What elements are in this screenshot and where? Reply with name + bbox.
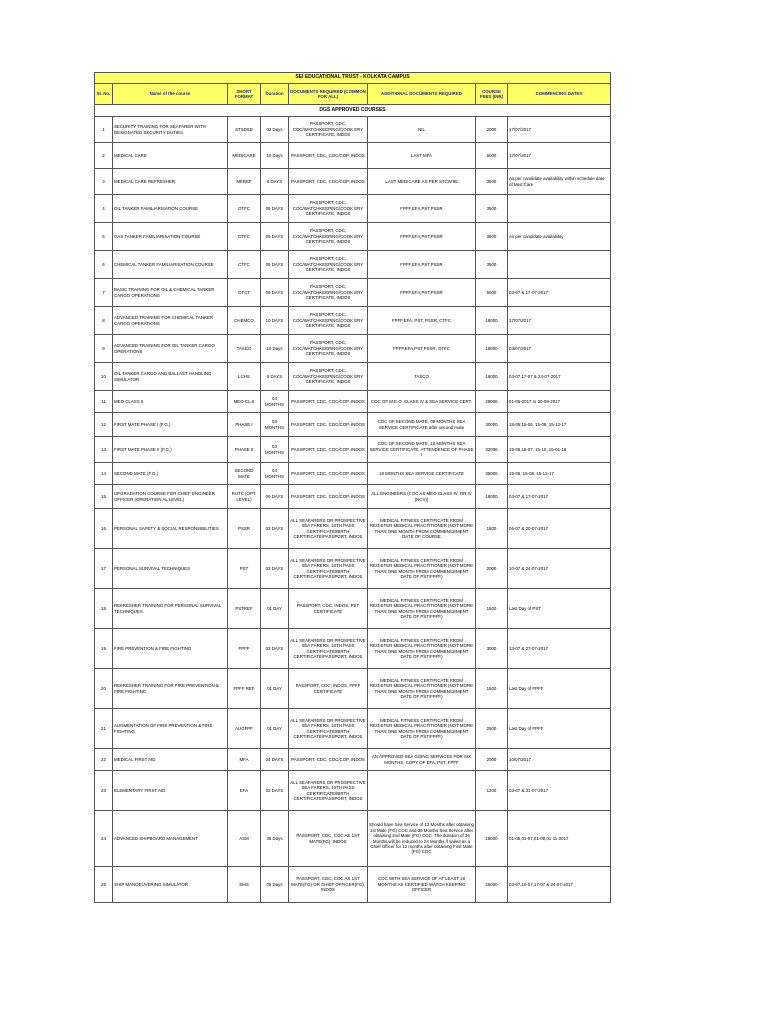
- cell-short-format: PST: [228, 549, 261, 589]
- cell-commencing-dates: 17/07/2017: [508, 143, 611, 169]
- cell-docs-required: PASSPORT, CDC, COC/COP, INDOS: [289, 169, 368, 195]
- cell-duration: 03 MONTHS: [261, 437, 289, 463]
- cell-duration: 45 Days: [261, 811, 289, 867]
- cell-course-fees: 18000: [476, 811, 508, 867]
- cell-short-format: STSDSD: [228, 117, 261, 143]
- cell-docs-required: PASSPORT, CDC, COC/COP, INDOS: [289, 143, 368, 169]
- cell-additional-docs: LAST MFA: [368, 143, 476, 169]
- cell-sl-no: 12: [95, 413, 113, 437]
- cell-sl-no: 23: [95, 771, 113, 811]
- cell-course-name: OIL TANKER CARGO AND BALLAST HANDLING SIMULATOR: [113, 363, 228, 391]
- table-row: [95, 749, 611, 771]
- cell-duration: 03 DAYS: [261, 549, 289, 589]
- cell-commencing-dates: Last Day of PST: [508, 589, 611, 629]
- cell-sl-no: 8: [95, 307, 113, 335]
- cell-sl-no: 20: [95, 669, 113, 709]
- cell-course-fees: 6000: [476, 279, 508, 307]
- cell-course-name: OIL TANKER FAMILIARISATION COURSE: [113, 195, 228, 223]
- header-duration: Duration: [261, 84, 289, 105]
- cell-course-name: FIRST MATE PHASE II (F.G.): [113, 437, 228, 463]
- cell-additional-docs: ALL ENGINEERS (COC AS MEO CLASS-IV, OR IV (NCV)): [368, 485, 476, 509]
- cell-course-name: ADVANCED TRAINING FOR CHEMICAL TANKER CARGO OPERATIONS: [113, 307, 228, 335]
- cell-sl-no: 22: [95, 749, 113, 771]
- cell-course-fees: 1200: [476, 771, 508, 811]
- cell-course-name: AUGMENTATION OF FIRE PREVENTION & FIRE FIGHTING: [113, 709, 228, 749]
- cell-course-fees: 1800: [476, 509, 508, 549]
- cell-duration: 06 DAYS: [261, 279, 289, 307]
- cell-commencing-dates: 03-07 & 17-07-2017: [508, 279, 611, 307]
- cell-additional-docs: [368, 771, 476, 811]
- cell-commencing-dates: [508, 195, 611, 223]
- cell-short-format: PHASE II: [228, 437, 261, 463]
- cell-docs-required: PASSPORT, CDC, COC/COP, INDOS: [289, 749, 368, 771]
- cell-commencing-dates: 10/07/2017: [508, 749, 611, 771]
- table-row: [95, 867, 611, 903]
- cell-duration: 10 Days: [261, 143, 289, 169]
- cell-docs-required: PASSPORT, CDC, COC/COP, INDOS: [289, 485, 368, 509]
- cell-commencing-dates: 06-07 & 20-07-2017: [508, 509, 611, 549]
- cell-commencing-dates: As per candidate availability within schedule date of Med Care: [508, 169, 611, 195]
- cell-duration: 04 MONTHS: [261, 463, 289, 485]
- table-row: [95, 251, 611, 279]
- cell-sl-no: 7: [95, 279, 113, 307]
- cell-course-fees: 32000: [476, 437, 508, 463]
- table-row: [95, 589, 611, 629]
- cell-docs-required: PASSPORT, CDC, COC/COP, INDOS: [289, 437, 368, 463]
- table-row: [95, 437, 611, 463]
- cell-short-format: SMS: [228, 867, 261, 903]
- cell-additional-docs: MEDICAL FITNESS CERTIFICATE FROM REGISTER MEDICAL PRACTITIONER (NOT MORE THAN ONE MONTH FROM COMMENCEMENT DATE OF PST/FPFF): [368, 589, 476, 629]
- cell-sl-no: 18: [95, 589, 113, 629]
- cell-docs-required: ALL SEAFARERS OR PROSPECTIVE SEA FARERS, 10TH PASS CERTIFICATE/BIRTH CERTIFICATE/PASSPORT, INDOS: [289, 709, 368, 749]
- cell-course-name: REFRESHER TRAINING FOR FIRE PREVENTION & FIRE FIGHTING: [113, 669, 228, 709]
- cell-docs-required: PASSPORT, CDC, COC/WATCHKEEPING/COOK ERY CERTIFICATE, INDOS: [289, 363, 368, 391]
- cell-course-name: MEDICAL CARE REFRESHER: [113, 169, 228, 195]
- cell-short-format: FPFF REF: [228, 669, 261, 709]
- table-row: [95, 629, 611, 669]
- cell-course-fees: 18000: [476, 307, 508, 335]
- cell-short-format: PSTREF: [228, 589, 261, 629]
- cell-short-format: OTCT: [228, 279, 261, 307]
- cell-additional-docs: FPFF,EFA,PST,PSSR, OTFC: [368, 335, 476, 363]
- cell-additional-docs: MEDICAL FITNESS CERTIFICATE FROM REGISTER MEDICAL PRACTITIONER (NOT MORE THAN ONE MONTH FROM COMMENCEMENT DATE OF PST/FPFF): [368, 709, 476, 749]
- cell-commencing-dates: 03/07/2017: [508, 335, 611, 363]
- header-docs-required: DOCUMENTS REQUIRED (COMMON FOR ALL): [289, 84, 368, 105]
- cell-sl-no: 13: [95, 437, 113, 463]
- cell-course-fees: 2000: [476, 749, 508, 771]
- table-row: [95, 709, 611, 749]
- cell-docs-required: PASSPORT, CDC, COC/COP, INDOS: [289, 413, 368, 437]
- cell-duration: 10 DAYS: [261, 307, 289, 335]
- cell-short-format: EFA: [228, 771, 261, 811]
- cell-course-name: MEDICAL CARE: [113, 143, 228, 169]
- cell-course-name: PERSONAL SAFETY & SOCIAL RESPONSIBILITIES: [113, 509, 228, 549]
- cell-commencing-dates: 03-07,17-07 & 24-07-2017: [508, 363, 611, 391]
- table-row: [95, 279, 611, 307]
- header-commencing-dates: COMMENCING DATES: [508, 84, 611, 105]
- cell-commencing-dates: 15-06,15-07, 15-10, 15-01-18: [508, 437, 611, 463]
- cell-sl-no: 25: [95, 867, 113, 903]
- cell-docs-required: PASSPORT, CDC, COC/COP, INDOS: [289, 391, 368, 413]
- cell-sl-no: 10: [95, 363, 113, 391]
- cell-duration: 06 DAYS: [261, 485, 289, 509]
- cell-short-format: CTFC: [228, 251, 261, 279]
- cell-additional-docs: COC OF SECOND MATE, 09 MONTHS SEA SERVICE CERTIFICATE after second mate: [368, 413, 476, 437]
- cell-duration: 05 DAYS: [261, 251, 289, 279]
- cell-additional-docs: MEDICAL FITNESS CERTIFICATE FROM REGISTER MEDICAL PRACTITIONER (NOT MORE THAN ONE MONTH FROM COMMENCEMENT DATE OF COURSE: [368, 509, 476, 549]
- cell-docs-required: PASSPORT, CDC, INDOS, FPFF CERTIFICATE: [289, 669, 368, 709]
- table-row: [95, 549, 611, 589]
- cell-course-fees: 35000: [476, 463, 508, 485]
- cell-sl-no: 4: [95, 195, 113, 223]
- cell-sl-no: 17: [95, 549, 113, 589]
- table-row: [95, 363, 611, 391]
- cell-sl-no: 3: [95, 169, 113, 195]
- cell-commencing-dates: As per candidate availability: [508, 223, 611, 251]
- table-row: [95, 771, 611, 811]
- header-short-format: SHORT FORMAT: [228, 84, 261, 105]
- table-row: [95, 811, 611, 867]
- table-row: [95, 223, 611, 251]
- cell-short-format: PHASE I: [228, 413, 261, 437]
- cell-short-format: FPFF: [228, 629, 261, 669]
- cell-commencing-dates: 03-07 & 31-07-2017: [508, 771, 611, 811]
- cell-short-format: SECOND MATE: [228, 463, 261, 485]
- table-row: [95, 413, 611, 437]
- cell-commencing-dates: 01-06-2017 to 30-09-2017: [508, 391, 611, 413]
- cell-additional-docs: AN APPROVED SEA GOING SERVICES FOR SIX MONTHS, COPY OF EFA, PST, FPFF: [368, 749, 476, 771]
- cell-additional-docs: MEDICAL FITNESS CERTIFICATE FROM REGISTER MEDICAL PRACTITIONER (NOT MORE THAN ONE MONTH FROM COMMENCEMENT DATE OF PST/FPFF): [368, 669, 476, 709]
- cell-short-format: MEO CL-II: [228, 391, 261, 413]
- cell-docs-required: PASSPORT, CDC, COC/WATCHKEEPING/COOK ERY CERTIFICATE, INDOS: [289, 307, 368, 335]
- cell-course-fees: 3500: [476, 169, 508, 195]
- table-row: [95, 509, 611, 549]
- table-row: [95, 195, 611, 223]
- cell-short-format: GTFC: [228, 223, 261, 251]
- cell-course-name: UPGRADATION COURSE FOR CHIEF ENGINEER OFFICER (OPERATION AL LEVEL): [113, 485, 228, 509]
- cell-duration: 05 DAYS: [261, 195, 289, 223]
- cell-duration: 10 Days: [261, 335, 289, 363]
- cell-duration: 01 DAY: [261, 669, 289, 709]
- section-title: DGS APPROVED COURSES: [95, 105, 611, 117]
- cell-commencing-dates: 13-07 & 27-07-2017: [508, 629, 611, 669]
- cell-docs-required: ALL SEAFARERS OR PROSPECTIVE SEA FARERS, 10TH PASS CERTIFICATE/BIRTH CERTIFICATE/PASSPORT, INDOS: [289, 629, 368, 669]
- table-row: [95, 669, 611, 709]
- cell-short-format: RUTC (OPT. LEVEL): [228, 485, 261, 509]
- header-sl-no: Sl. No.: [95, 84, 113, 105]
- table-row: [95, 485, 611, 509]
- cell-course-name: CHEMICAL TANKER FAMILIARISATION COURSE: [113, 251, 228, 279]
- cell-commencing-dates: 01-05,01-07,01-09,01-11-2017: [508, 811, 611, 867]
- cell-commencing-dates: 17/07/2017: [508, 117, 611, 143]
- cell-additional-docs: COC OF M.E.O. CLASS IV & SEA SERVICE CERT.: [368, 391, 476, 413]
- cell-short-format: CHEMCO: [228, 307, 261, 335]
- cell-commencing-dates: 03-07,10-07,17-07 & 24-07-2017: [508, 867, 611, 903]
- cell-additional-docs: FPFF,EFA,PST,PSSR: [368, 195, 476, 223]
- cell-docs-required: PASSPORT, CDC, COC/WATCHKEEPING/COOK ERY CERTIFICATE, INDOS: [289, 117, 368, 143]
- cell-commencing-dates: 15-05,15-06, 15-09, 15-12-17: [508, 413, 611, 437]
- cell-sl-no: 5: [95, 223, 113, 251]
- cell-docs-required: PASSPORT, CDC, COC/WATCHKEEPING/COOK ERY CERTIFICATE, INDOS: [289, 335, 368, 363]
- cell-duration: 03 DAYS: [261, 629, 289, 669]
- course-table: [94, 72, 611, 903]
- cell-course-fees: 16000: [476, 363, 508, 391]
- cell-short-format: PSSR: [228, 509, 261, 549]
- cell-short-format: MEDICARE: [228, 143, 261, 169]
- cell-docs-required: PASSPORT, CDC, COC/COP, INDOS: [289, 463, 368, 485]
- cell-course-name: ADVANCED SHIPBOARD MANAGEMENT: [113, 811, 228, 867]
- cell-sl-no: 2: [95, 143, 113, 169]
- header-course-fees: COURSE FEES (INR): [476, 84, 508, 105]
- cell-short-format: AUGFPF: [228, 709, 261, 749]
- cell-course-name: BASIC TRAINING FOR OIL & CHEMICAL TANKER CARGO OPERATIONS: [113, 279, 228, 307]
- course-sheet: [94, 72, 610, 903]
- cell-course-fees: 1500: [476, 669, 508, 709]
- cell-duration: 5 DAYS: [261, 363, 289, 391]
- cell-short-format: MEREF: [228, 169, 261, 195]
- table-row: [95, 169, 611, 195]
- cell-course-fees: 1500: [476, 589, 508, 629]
- cell-course-name: FIRE PREVENTION & FIRE FIGHTING: [113, 629, 228, 669]
- cell-additional-docs: FPFF,EFA,PST,PSSR: [368, 279, 476, 307]
- cell-course-name: SECURITY TRAINING FOR SEAFARER WITH DESIGNATED SECURITY DUTIES: [113, 117, 228, 143]
- header-course-name: Name of the course: [113, 84, 228, 105]
- cell-docs-required: PASSPORT, CDC, COC AS 1ST MATE(FG) OR CHIEF OFFICER(FG), INDOS: [289, 867, 368, 903]
- sheet-title: SEI EDUCATIONAL TRUST - KOLKATA CAMPUS: [95, 73, 611, 84]
- cell-commencing-dates: 10-07 & 24-07-2017: [508, 549, 611, 589]
- cell-course-name: GAS TANKER FAMILIARISATION COURSE: [113, 223, 228, 251]
- cell-additional-docs: MEDICAL FITNESS CERTIFICATE FROM REGISTER MEDICAL PRACTITIONER (NOT MORE THAN ONE MONTH FROM COMMENCEMENT DATE OF PST/FPFF): [368, 629, 476, 669]
- cell-docs-required: ALL SEAFARERS OR PROSPECTIVE SEA FARERS, 10TH PASS CERTIFICATE/BIRTH CERTIFICATE/PASSPORT, INDOS: [289, 771, 368, 811]
- cell-short-format: MFA: [228, 749, 261, 771]
- cell-commencing-dates: 03-07 & 17-07-2017: [508, 485, 611, 509]
- cell-course-fees: 28000: [476, 391, 508, 413]
- cell-duration: 02 Days: [261, 117, 289, 143]
- cell-commencing-dates: [508, 251, 611, 279]
- cell-duration: 02 DAYS: [261, 771, 289, 811]
- cell-short-format: LCHS: [228, 363, 261, 391]
- cell-course-fees: 18000: [476, 485, 508, 509]
- table-row: [95, 391, 611, 413]
- cell-sl-no: 16: [95, 509, 113, 549]
- cell-docs-required: PASSPORT, CDC, INDOS, PST CERTIFICATE: [289, 589, 368, 629]
- cell-course-fees: 25000: [476, 867, 508, 903]
- cell-course-fees: 2500: [476, 709, 508, 749]
- course-rows: [95, 117, 611, 903]
- cell-course-fees: 2000: [476, 117, 508, 143]
- cell-course-name: SECOND MATE (F.G.): [113, 463, 228, 485]
- cell-additional-docs: 18 MONTHS SEA SERVICE CERTIFICATE: [368, 463, 476, 485]
- cell-course-fees: 3000: [476, 629, 508, 669]
- cell-additional-docs: FPFF,EFA,PST,PSSR: [368, 223, 476, 251]
- table-row: [95, 307, 611, 335]
- cell-additional-docs: TASCO: [368, 363, 476, 391]
- cell-commencing-dates: Last Day of FPFF: [508, 669, 611, 709]
- cell-additional-docs: LAST MEDICARE AS PER STCW'95: [368, 169, 476, 195]
- cell-sl-no: 19: [95, 629, 113, 669]
- cell-sl-no: 6: [95, 251, 113, 279]
- cell-additional-docs: Should have Sea Service of 12 Months after obtaining 1st Mate (FG) COC and 36 Months Sea Service after obtaining 2nd Mate (FG) COC. The duration of 36 Months will be reduced to 24 Months if sailed as a Chief Officer for 12 months after obtaining First Mate (FG) COC: [368, 811, 476, 867]
- cell-duration: 01 DAY: [261, 709, 289, 749]
- table-row: [95, 143, 611, 169]
- cell-course-fees: 6000: [476, 143, 508, 169]
- cell-sl-no: 14: [95, 463, 113, 485]
- cell-additional-docs: COC OF SECOND MATE, 18 MONTHS SEA SERVICE CERTIFICATE, ATTENDENCE OF PHASE I: [368, 437, 476, 463]
- cell-sl-no: 15: [95, 485, 113, 509]
- cell-course-fees: 18000: [476, 335, 508, 363]
- cell-course-name: REFRESHER TRAINING FOR PERSONAL SURVIVAL TECHNIQUES: [113, 589, 228, 629]
- cell-docs-required: ALL SEAFARERS OR PROSPECTIVE SEA FARERS, 10TH PASS CERTIFICATE/BIRTH CERTIFICATE/PASSPORT, INDOS: [289, 509, 368, 549]
- cell-commencing-dates: Last Day of FPFF: [508, 709, 611, 749]
- cell-sl-no: 9: [95, 335, 113, 363]
- cell-course-fees: 3500: [476, 195, 508, 223]
- header-additional-docs: ADDITIONAL DOCUMENTS REQUIRED: [368, 84, 476, 105]
- table-row: [95, 463, 611, 485]
- cell-course-name: MEO CLASS II: [113, 391, 228, 413]
- cell-docs-required: PASSPORT, CDC, COC/WATCHKEEPING/COOK ERY CERTIFICATE, INDOS: [289, 279, 368, 307]
- table-row: [95, 335, 611, 363]
- cell-commencing-dates: 15-06, 15-08, 15-12-17: [508, 463, 611, 485]
- cell-duration: 03 DAYS: [261, 509, 289, 549]
- cell-duration: 03 MONTHS: [261, 413, 289, 437]
- cell-duration: 6 DAYS: [261, 169, 289, 195]
- cell-commencing-dates: 17/07/2017: [508, 307, 611, 335]
- cell-docs-required: ALL SEAFARERS OR PROSPECTIVE SEA FARERS, 10TH PASS CERTIFICATE/BIRTH CERTIFICATE/PASSPORT, INDOS: [289, 549, 368, 589]
- cell-sl-no: 1: [95, 117, 113, 143]
- cell-course-name: SHIP MANOEUVERING SIMULATOR: [113, 867, 228, 903]
- cell-sl-no: 21: [95, 709, 113, 749]
- cell-duration: 04 DAYS: [261, 749, 289, 771]
- cell-course-name: FIRST MATE PHASE I (F.G.): [113, 413, 228, 437]
- cell-short-format: TASCO: [228, 335, 261, 363]
- cell-course-name: ELEMENTARY FIRST AID: [113, 771, 228, 811]
- cell-course-fees: 2000: [476, 549, 508, 589]
- cell-course-fees: 30000: [476, 413, 508, 437]
- cell-docs-required: PASSPORT, CDC, COC/WATCHKEEPING/COOK ERY CERTIFICATE, INDOS: [289, 195, 368, 223]
- cell-docs-required: PASSPORT, CDC, COC/WATCHKEEPING/COOK ERY CERTIFICATE, INDOS: [289, 251, 368, 279]
- cell-short-format: ASM: [228, 811, 261, 867]
- cell-duration: 05 DAYS: [261, 223, 289, 251]
- cell-course-fees: 3500: [476, 251, 508, 279]
- cell-additional-docs: MEDICAL FITNESS CERTIFICATE FROM REGISTER MEDICAL PRACTITIONER (NOT MORE THAN ONE MONTH FROM COMMENCEMENT DATE OF PST/FPFF): [368, 549, 476, 589]
- cell-docs-required: PASSPORT, CDC, COC AS 1ST MATE(FG), INDOS: [289, 811, 368, 867]
- cell-duration: 05 Days: [261, 867, 289, 903]
- cell-course-name: ADVANCED TRAINING FOR OIL TANKER CARGO OPERATIONS: [113, 335, 228, 363]
- cell-duration: 01 DAY: [261, 589, 289, 629]
- cell-duration: 04 MONTHS: [261, 391, 289, 413]
- cell-additional-docs: FPFF,EFA, PST, PSSR, CTFC: [368, 307, 476, 335]
- cell-sl-no: 24: [95, 811, 113, 867]
- cell-additional-docs: FPFF,EFA,PST,PSSR: [368, 251, 476, 279]
- cell-additional-docs: COC WITH SEA SERVICE OF AT LEAST 18 MONTHS AS CERTIFIED WATCH KEEPING OFFICER: [368, 867, 476, 903]
- cell-course-name: PERSONAL SURVIVAL TECHNIQUES: [113, 549, 228, 589]
- cell-sl-no: 11: [95, 391, 113, 413]
- table-row: [95, 117, 611, 143]
- cell-short-format: OTFC: [228, 195, 261, 223]
- cell-course-name: MEDICAL FIRST AID: [113, 749, 228, 771]
- cell-additional-docs: NIL: [368, 117, 476, 143]
- cell-course-fees: 3500: [476, 223, 508, 251]
- cell-docs-required: PASSPORT, CDC, COC/WATCHKEEPING/COOK ERY CERTIFICATE, INDOS: [289, 223, 368, 251]
